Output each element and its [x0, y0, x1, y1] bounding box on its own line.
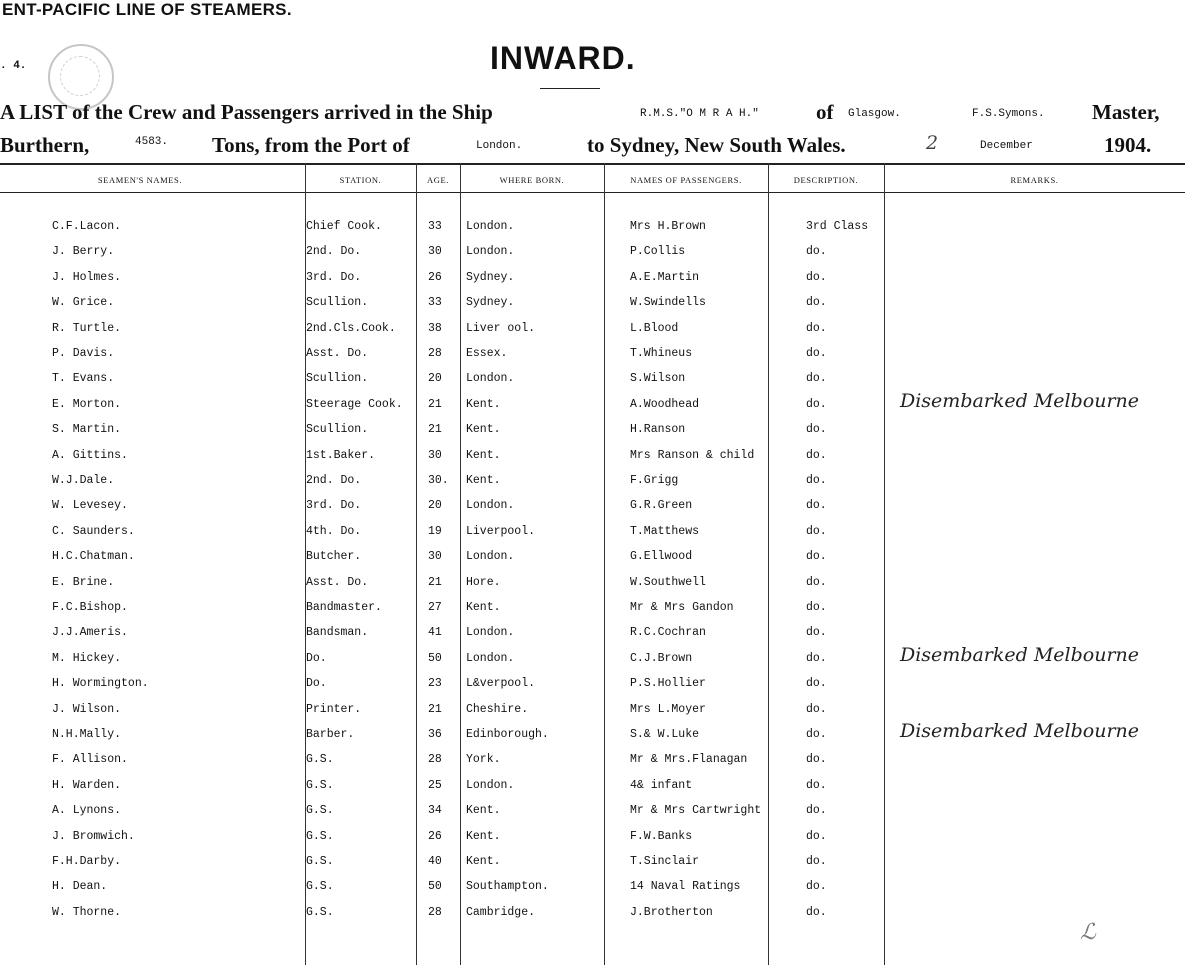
description: do.	[806, 702, 827, 716]
seaman-name: F.H.Darby.	[52, 855, 122, 868]
where-born: London.	[466, 220, 515, 233]
list-heading: A LIST of the Crew and Passengers arrived in the Ship	[0, 100, 493, 124]
description: do.	[806, 601, 827, 614]
col-station: STATION.	[339, 175, 382, 185]
station: Chief Cook.	[306, 220, 382, 233]
passenger-name: J.Brotherton	[630, 905, 713, 919]
station: 2nd. Do.	[306, 474, 362, 487]
description: do.	[806, 270, 827, 284]
station: G.S.	[306, 753, 334, 767]
table-row	[0, 423, 1185, 449]
where-born: Liverpool.	[466, 524, 536, 538]
table-row	[0, 525, 1185, 551]
station: Do.	[306, 677, 327, 691]
description: do.	[806, 347, 827, 360]
description: do.	[806, 880, 827, 894]
passenger-name: R.C.Cochran	[630, 626, 706, 640]
description: do.	[806, 855, 827, 868]
table-row	[0, 271, 1185, 297]
station: Asst. Do.	[306, 575, 369, 589]
age: 30.	[428, 474, 449, 487]
seaman-name: J. Holmes.	[52, 270, 122, 284]
remark-handwritten: Disembarked Melbourne	[900, 720, 1140, 742]
seaman-name: A. Gittins.	[52, 448, 128, 462]
description: do.	[806, 829, 827, 843]
tons-value: 4583.	[135, 136, 169, 148]
age: 30	[428, 245, 442, 259]
seaman-name: N.H.Mally.	[52, 728, 122, 741]
description: do.	[806, 905, 827, 919]
age: 21	[428, 575, 442, 589]
seaman-name: F.C.Bishop.	[52, 601, 128, 614]
where-born: York.	[466, 753, 501, 767]
age: 50	[428, 880, 442, 894]
pencil-mark-icon: ℒ	[1080, 920, 1096, 945]
age: 33	[428, 220, 442, 233]
where-born: Cambridge.	[466, 905, 536, 919]
age: 26	[428, 270, 442, 284]
seaman-name: J. Bromwich.	[52, 829, 135, 843]
where-born: London.	[466, 245, 515, 259]
where-born: London.	[466, 499, 515, 513]
station: 3rd. Do.	[306, 270, 362, 284]
seaman-name: T. Evans.	[52, 372, 115, 386]
description: do.	[806, 397, 827, 411]
description: do.	[806, 753, 827, 767]
table-row	[0, 389, 1185, 424]
passenger-name: S.& W.Luke	[630, 728, 700, 741]
passenger-name: Mrs L.Moyer	[630, 702, 706, 716]
table-row	[0, 550, 1185, 576]
description: 3rd Class	[806, 220, 869, 233]
age: 23	[428, 677, 442, 691]
table-row	[0, 296, 1185, 322]
where-born: Sydney.	[466, 270, 515, 284]
where-born: Kent.	[466, 829, 501, 843]
station: Barber.	[306, 728, 355, 741]
table-row	[0, 499, 1185, 525]
age: 34	[428, 804, 442, 818]
description: do.	[806, 499, 827, 513]
header-bottom-rule	[0, 192, 1185, 193]
description: do.	[806, 423, 827, 437]
passenger-name: F.Grigg	[630, 474, 679, 487]
where-born: Cheshire.	[466, 702, 529, 716]
seaman-name: H. Dean.	[52, 880, 108, 894]
where-born: London.	[466, 778, 515, 792]
col-passengers: NAMES OF PASSENGERS.	[630, 175, 742, 185]
ship-name: R.M.S."O M R A H."	[640, 108, 759, 120]
where-born: London.	[466, 550, 515, 564]
passenger-name: Mr & Mrs Cartwright	[630, 804, 762, 818]
passenger-name: T.Sinclair	[630, 855, 700, 868]
passenger-name: W.Southwell	[630, 575, 706, 589]
station: Bandsman.	[306, 626, 369, 640]
seaman-name: H.C.Chatman.	[52, 550, 135, 564]
station: G.S.	[306, 829, 334, 843]
station: G.S.	[306, 804, 334, 818]
age: 30	[428, 448, 442, 462]
where-born: Hore.	[466, 575, 501, 589]
master-label: Master,	[1092, 100, 1160, 124]
col-remarks: REMARKS.	[1010, 175, 1059, 185]
seaman-name: E. Morton.	[52, 397, 122, 411]
passenger-name: T.Whineus	[630, 347, 693, 360]
seaman-name: A. Lynons.	[52, 804, 122, 818]
age: 40	[428, 855, 442, 868]
arrival-month: December	[980, 140, 1033, 152]
remark-handwritten: Disembarked Melbourne	[900, 389, 1140, 412]
passenger-name: 14 Naval Ratings	[630, 880, 741, 894]
description: do.	[806, 448, 827, 462]
table-row	[0, 322, 1185, 348]
passenger-name: H.Ranson	[630, 423, 686, 437]
station: Scullion.	[306, 423, 369, 437]
table-top-rule	[0, 163, 1185, 165]
seaman-name: W. Thorne.	[52, 905, 122, 919]
station: G.S.	[306, 855, 334, 868]
description: do.	[806, 474, 827, 487]
age: 50	[428, 651, 442, 665]
passenger-name: G.R.Green	[630, 499, 693, 513]
description: do.	[806, 321, 827, 335]
where-born: Edinborough.	[466, 728, 549, 741]
passenger-name: Mr & Mrs Gandon	[630, 601, 734, 614]
where-born: Kent.	[466, 601, 501, 614]
station: Do.	[306, 651, 327, 665]
station: G.S.	[306, 880, 334, 894]
table-row	[0, 677, 1185, 703]
age: 19	[428, 524, 442, 538]
description: do.	[806, 550, 827, 564]
table-row	[0, 601, 1185, 627]
table-row	[0, 474, 1185, 500]
table-row	[0, 855, 1185, 881]
col-born: WHERE BORN.	[499, 175, 565, 185]
company-line: ENT-PACIFIC LINE OF STEAMERS.	[2, 0, 292, 19]
where-born: Kent.	[466, 397, 501, 411]
table-row	[0, 449, 1185, 475]
description: do.	[806, 575, 827, 589]
col-age: AGE.	[427, 175, 449, 185]
master-name: F.S.Symons.	[972, 108, 1045, 120]
description: do.	[806, 524, 827, 538]
seaman-name: M. Hickey.	[52, 651, 122, 665]
description: do.	[806, 245, 827, 259]
station: Butcher.	[306, 550, 362, 564]
description: do.	[806, 804, 827, 818]
passenger-name: G.Ellwood	[630, 550, 693, 564]
seaman-name: H. Wormington.	[52, 677, 149, 691]
where-born: Kent.	[466, 855, 501, 868]
description: do.	[806, 651, 827, 665]
where-born: Essex.	[466, 347, 508, 360]
passenger-name: Mrs H.Brown	[630, 220, 706, 233]
list-number: . 4.	[0, 60, 27, 72]
station: Printer.	[306, 702, 362, 716]
col-seamen: SEAMEN'S NAMES.	[97, 175, 183, 185]
table-row	[0, 347, 1185, 373]
passenger-name: C.J.Brown	[630, 651, 693, 665]
passenger-name: P.S.Hollier	[630, 677, 706, 691]
where-born: Kent.	[466, 423, 501, 437]
seaman-name: P. Davis.	[52, 347, 115, 360]
description: do.	[806, 778, 827, 792]
seaman-name: F. Allison.	[52, 753, 128, 767]
table-row	[0, 643, 1185, 678]
station: 2nd.Cls.Cook.	[306, 321, 396, 335]
age: 26	[428, 829, 442, 843]
table-row	[0, 753, 1185, 779]
seaman-name: E. Brine.	[52, 575, 115, 589]
station: Scullion.	[306, 296, 369, 310]
age: 28	[428, 347, 442, 360]
description: do.	[806, 626, 827, 640]
where-born: Liver ool.	[466, 321, 536, 335]
of-label: of	[816, 100, 834, 124]
where-born: London.	[466, 372, 515, 386]
table-row	[0, 880, 1185, 906]
station: 2nd. Do.	[306, 245, 362, 259]
table-row	[0, 804, 1185, 830]
age: 20	[428, 499, 442, 513]
age: 20	[428, 372, 442, 386]
age: 38	[428, 321, 442, 335]
station: 1st.Baker.	[306, 448, 376, 462]
seaman-name: C. Saunders.	[52, 524, 135, 538]
age: 33	[428, 296, 442, 310]
remark-handwritten: Disembarked Melbourne	[900, 643, 1140, 666]
seaman-name: W.J.Dale.	[52, 474, 115, 487]
seaman-name: J.J.Ameris.	[52, 626, 128, 640]
station: 3rd. Do.	[306, 499, 362, 513]
table-row	[0, 220, 1185, 246]
where-born: Kent.	[466, 804, 501, 818]
table-row	[0, 245, 1185, 271]
direction-title: INWARD.	[490, 40, 636, 76]
passenger-name: S.Wilson	[630, 372, 686, 386]
table-row	[0, 576, 1185, 602]
where-born: London.	[466, 651, 515, 665]
burthen-label: Burthern,	[0, 133, 90, 157]
tons-label: Tons, from the Port of	[212, 133, 410, 157]
seaman-name: R. Turtle.	[52, 321, 122, 335]
of-port: Glasgow.	[848, 108, 901, 120]
age: 30	[428, 550, 442, 564]
passenger-name: P.Collis	[630, 245, 686, 259]
age: 21	[428, 397, 442, 411]
age: 25	[428, 778, 442, 792]
col-description: DESCRIPTION.	[793, 175, 859, 185]
description: do.	[806, 677, 827, 691]
station: Asst. Do.	[306, 347, 369, 360]
passenger-name: L.Blood	[630, 321, 679, 335]
seaman-name: J. Wilson.	[52, 702, 122, 716]
station: G.S.	[306, 905, 334, 919]
age: 28	[428, 753, 442, 767]
station: Bandmaster.	[306, 601, 382, 614]
passenger-name: 4& infant	[630, 778, 693, 792]
where-born: London.	[466, 626, 515, 640]
station: Scullion.	[306, 372, 369, 386]
passenger-name: W.Swindells	[630, 296, 706, 310]
station: G.S.	[306, 778, 334, 792]
age: 21	[428, 423, 442, 437]
where-born: Kent.	[466, 474, 501, 487]
description: do.	[806, 372, 827, 386]
table-row	[0, 906, 1185, 932]
table-row	[0, 779, 1185, 805]
station: Steerage Cook.	[306, 397, 403, 411]
age: 36	[428, 728, 442, 741]
arrival-year: 1904.	[1104, 133, 1152, 157]
seaman-name: S. Martin.	[52, 423, 122, 437]
passenger-name: A.E.Martin	[630, 270, 700, 284]
seaman-name: W. Grice.	[52, 296, 115, 310]
age: 28	[428, 905, 442, 919]
passenger-name: A.Woodhead	[630, 397, 700, 411]
age: 27	[428, 601, 442, 614]
passenger-name: T.Matthews	[630, 524, 700, 538]
passenger-name: Mr & Mrs.Flanagan	[630, 753, 748, 767]
seaman-name: J. Berry.	[52, 245, 115, 259]
where-born: Southampton.	[466, 880, 549, 894]
table-row	[0, 720, 1185, 754]
where-born: Kent.	[466, 448, 501, 462]
seaman-name: W. Levesey.	[52, 499, 128, 513]
passenger-name: Mrs Ranson & child	[630, 448, 755, 462]
where-born: Sydney.	[466, 296, 515, 310]
seaman-name: H. Warden.	[52, 778, 122, 792]
age: 41	[428, 626, 442, 640]
arrival-day: 2	[926, 132, 939, 154]
description: do.	[806, 296, 827, 310]
passenger-name: F.W.Banks	[630, 829, 693, 843]
station: 4th. Do.	[306, 524, 362, 538]
seaman-name: C.F.Lacon.	[52, 220, 122, 233]
age: 21	[428, 702, 442, 716]
to-label: to Sydney, New South Wales.	[587, 133, 846, 157]
where-born: L&verpool.	[466, 677, 536, 691]
from-port: London.	[476, 140, 523, 152]
table-row	[0, 830, 1185, 856]
description: do.	[806, 728, 827, 741]
